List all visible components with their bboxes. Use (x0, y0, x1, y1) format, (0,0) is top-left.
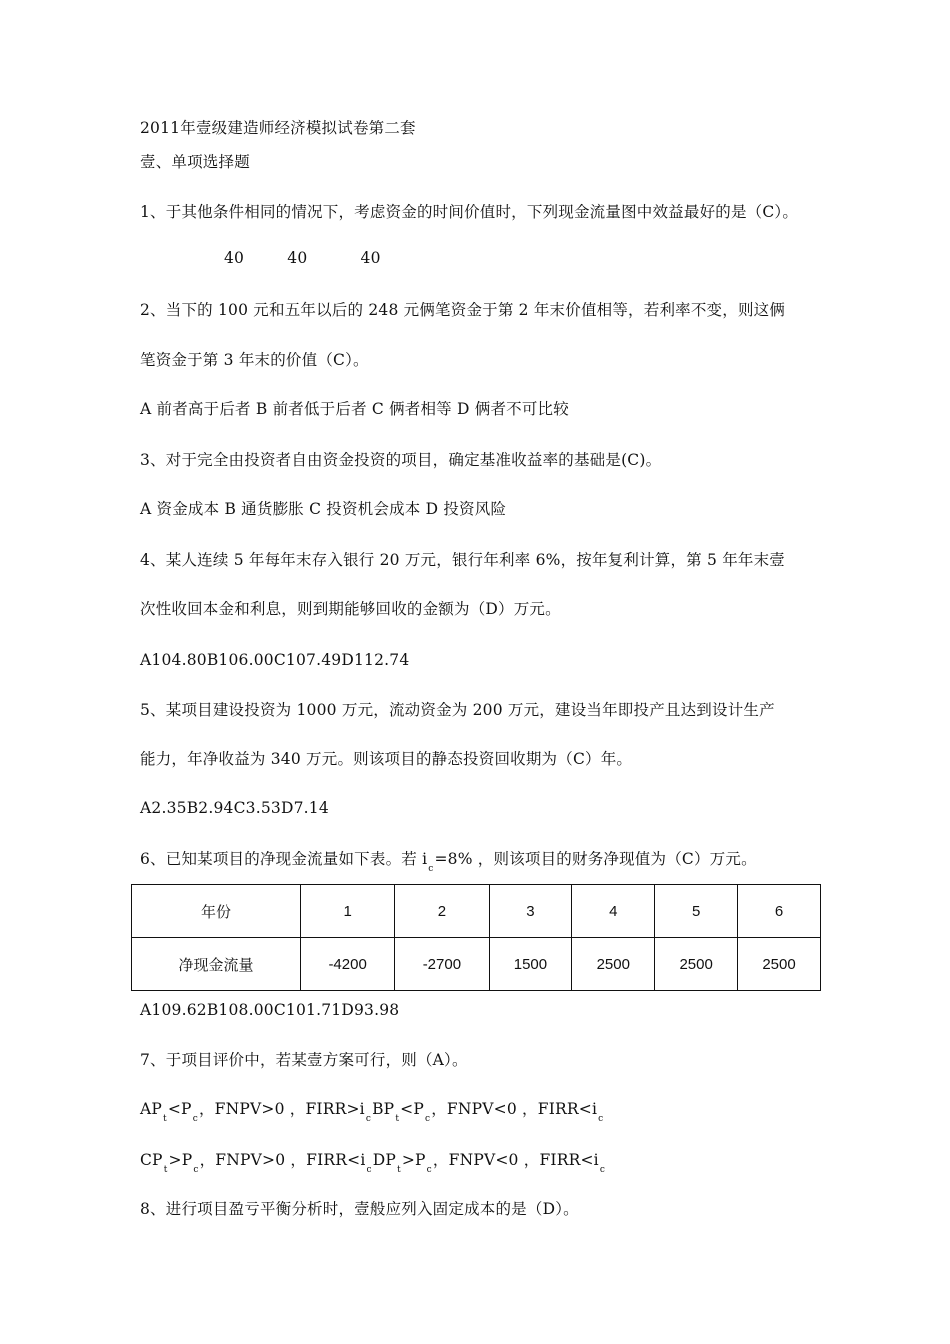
table-cell: 2500 (655, 938, 738, 991)
question-6-options: A109.62B108.00C101.71D93.98 (140, 1001, 400, 1019)
q7-a-text: <P (167, 1100, 192, 1118)
q7-c-text: CP (140, 1151, 163, 1169)
table-header-cell: 净现金流量 (132, 938, 301, 991)
q1-value-2: 40 (287, 249, 308, 267)
cashflow-table (131, 884, 821, 991)
q7-d-sub: c (599, 1165, 606, 1175)
question-8: 8、进行项目盈亏平衡分析时，壹般应列入固定成本的是（D）。 (140, 1200, 579, 1218)
q7-b-text: BP (372, 1100, 395, 1118)
q1-value-1: 40 (224, 249, 245, 267)
table-cell: 4 (572, 885, 655, 938)
section-heading: 壹、单项选择题 (140, 153, 250, 171)
q7-b-sub: c (598, 1114, 604, 1124)
table-cell: 6 (738, 885, 821, 938)
question-4-line-2: 次性收回本金和利息，则到期能够回收的金额为（D）万元。 (140, 600, 561, 618)
q7-d-sub: c (426, 1165, 432, 1175)
question-2-line-2: 笔资金于第 3 年末的价值（C）。 (140, 351, 369, 369)
q7-b-sub: t (395, 1114, 400, 1124)
question-7-options-c-d (140, 1149, 606, 1174)
table-cell: 2500 (572, 938, 655, 991)
q6-text-pre: 6、已知某项目的净现金流量如下表。若 i (140, 850, 428, 868)
question-2-options: A 前者高于后者 B 前者低于后者 C 俩者相等 D 俩者不可比较 (140, 400, 569, 418)
q7-a-sub: t (163, 1114, 167, 1124)
q7-a-text: AP (140, 1100, 163, 1118)
q7-a-text: ，FNPV>0 ，FIRR>i (198, 1100, 365, 1118)
q7-d-sub: t (397, 1165, 401, 1175)
table-row (132, 938, 821, 991)
q7-c-sub: t (163, 1165, 168, 1175)
table-header-cell: 年份 (132, 885, 301, 938)
table-row (132, 885, 821, 938)
question-5-options: A2.35B2.94C3.53D7.14 (140, 799, 329, 817)
q7-d-text: >P (401, 1151, 426, 1169)
q1-cashflow-values (224, 247, 381, 269)
table-cell: 1500 (489, 938, 572, 991)
question-2-line-1: 2、当下的 100 元和五年以后的 248 元俩笔资金于第 2 年末价值相等，若利率不变，则这俩 (140, 301, 786, 319)
q6-subscript: c (428, 864, 434, 874)
question-3: 3、对于完全由投资者自由资金投资的项目，确定基准收益率的基础是(C)。 (140, 451, 662, 469)
q6-text-post: =8% ，则该项目的财务净现值为（C）万元。 (434, 850, 757, 868)
table-cell: -2700 (395, 938, 489, 991)
q7-c-sub: c (366, 1165, 372, 1175)
question-3-options: A 资金成本 B 通货膨胀 C 投资机会成本 D 投资风险 (140, 500, 507, 518)
q7-a-sub: c (365, 1114, 372, 1124)
q7-d-text: DP (372, 1151, 397, 1169)
question-1: 1、于其他条件相同的情况下，考虑资金的时间价值时，下列现金流量图中效益最好的是（C）。 (140, 203, 799, 221)
table-cell: 2500 (738, 938, 821, 991)
q7-c-sub: c (193, 1165, 199, 1175)
question-7: 7、于项目评价中，若某壹方案可行，则（A）。 (140, 1051, 468, 1069)
q7-b-text: ，FNPV<0 ，FIRR<i (431, 1100, 598, 1118)
q1-value-3: 40 (360, 249, 381, 267)
q7-c-text: >P (168, 1151, 193, 1169)
question-6 (140, 848, 757, 873)
q7-d-text: ，FNPV<0 ，FIRR<i (432, 1151, 599, 1169)
table-cell: 2 (395, 885, 489, 938)
question-4-line-1: 4、某人连续 5 年每年末存入银行 20 万元，银行年利率 6%，按年复利计算，第 5 年年末壹 (140, 551, 785, 569)
table-cell: 5 (655, 885, 738, 938)
table-cell: 3 (489, 885, 572, 938)
table-cell: -4200 (301, 938, 395, 991)
document-title: 2011年壹级建造师经济模拟试卷第二套 (140, 119, 416, 137)
question-5-line-1: 5、某项目建设投资为 1000 万元，流动资金为 200 万元，建设当年即投产且达到设计生产 (140, 701, 775, 719)
question-7-options-a-b (140, 1098, 604, 1123)
q7-c-text: ，FNPV>0 ，FIRR<i (199, 1151, 366, 1169)
q7-b-text: <P (400, 1100, 424, 1118)
question-5-line-2: 能力，年净收益为 340 万元。则该项目的静态投资回收期为（C）年。 (140, 750, 633, 768)
question-4-options: A104.80B106.00C107.49D112.74 (140, 651, 410, 669)
q7-a-sub: c (192, 1114, 198, 1124)
q7-b-sub: c (424, 1114, 431, 1124)
table-cell: 1 (301, 885, 395, 938)
